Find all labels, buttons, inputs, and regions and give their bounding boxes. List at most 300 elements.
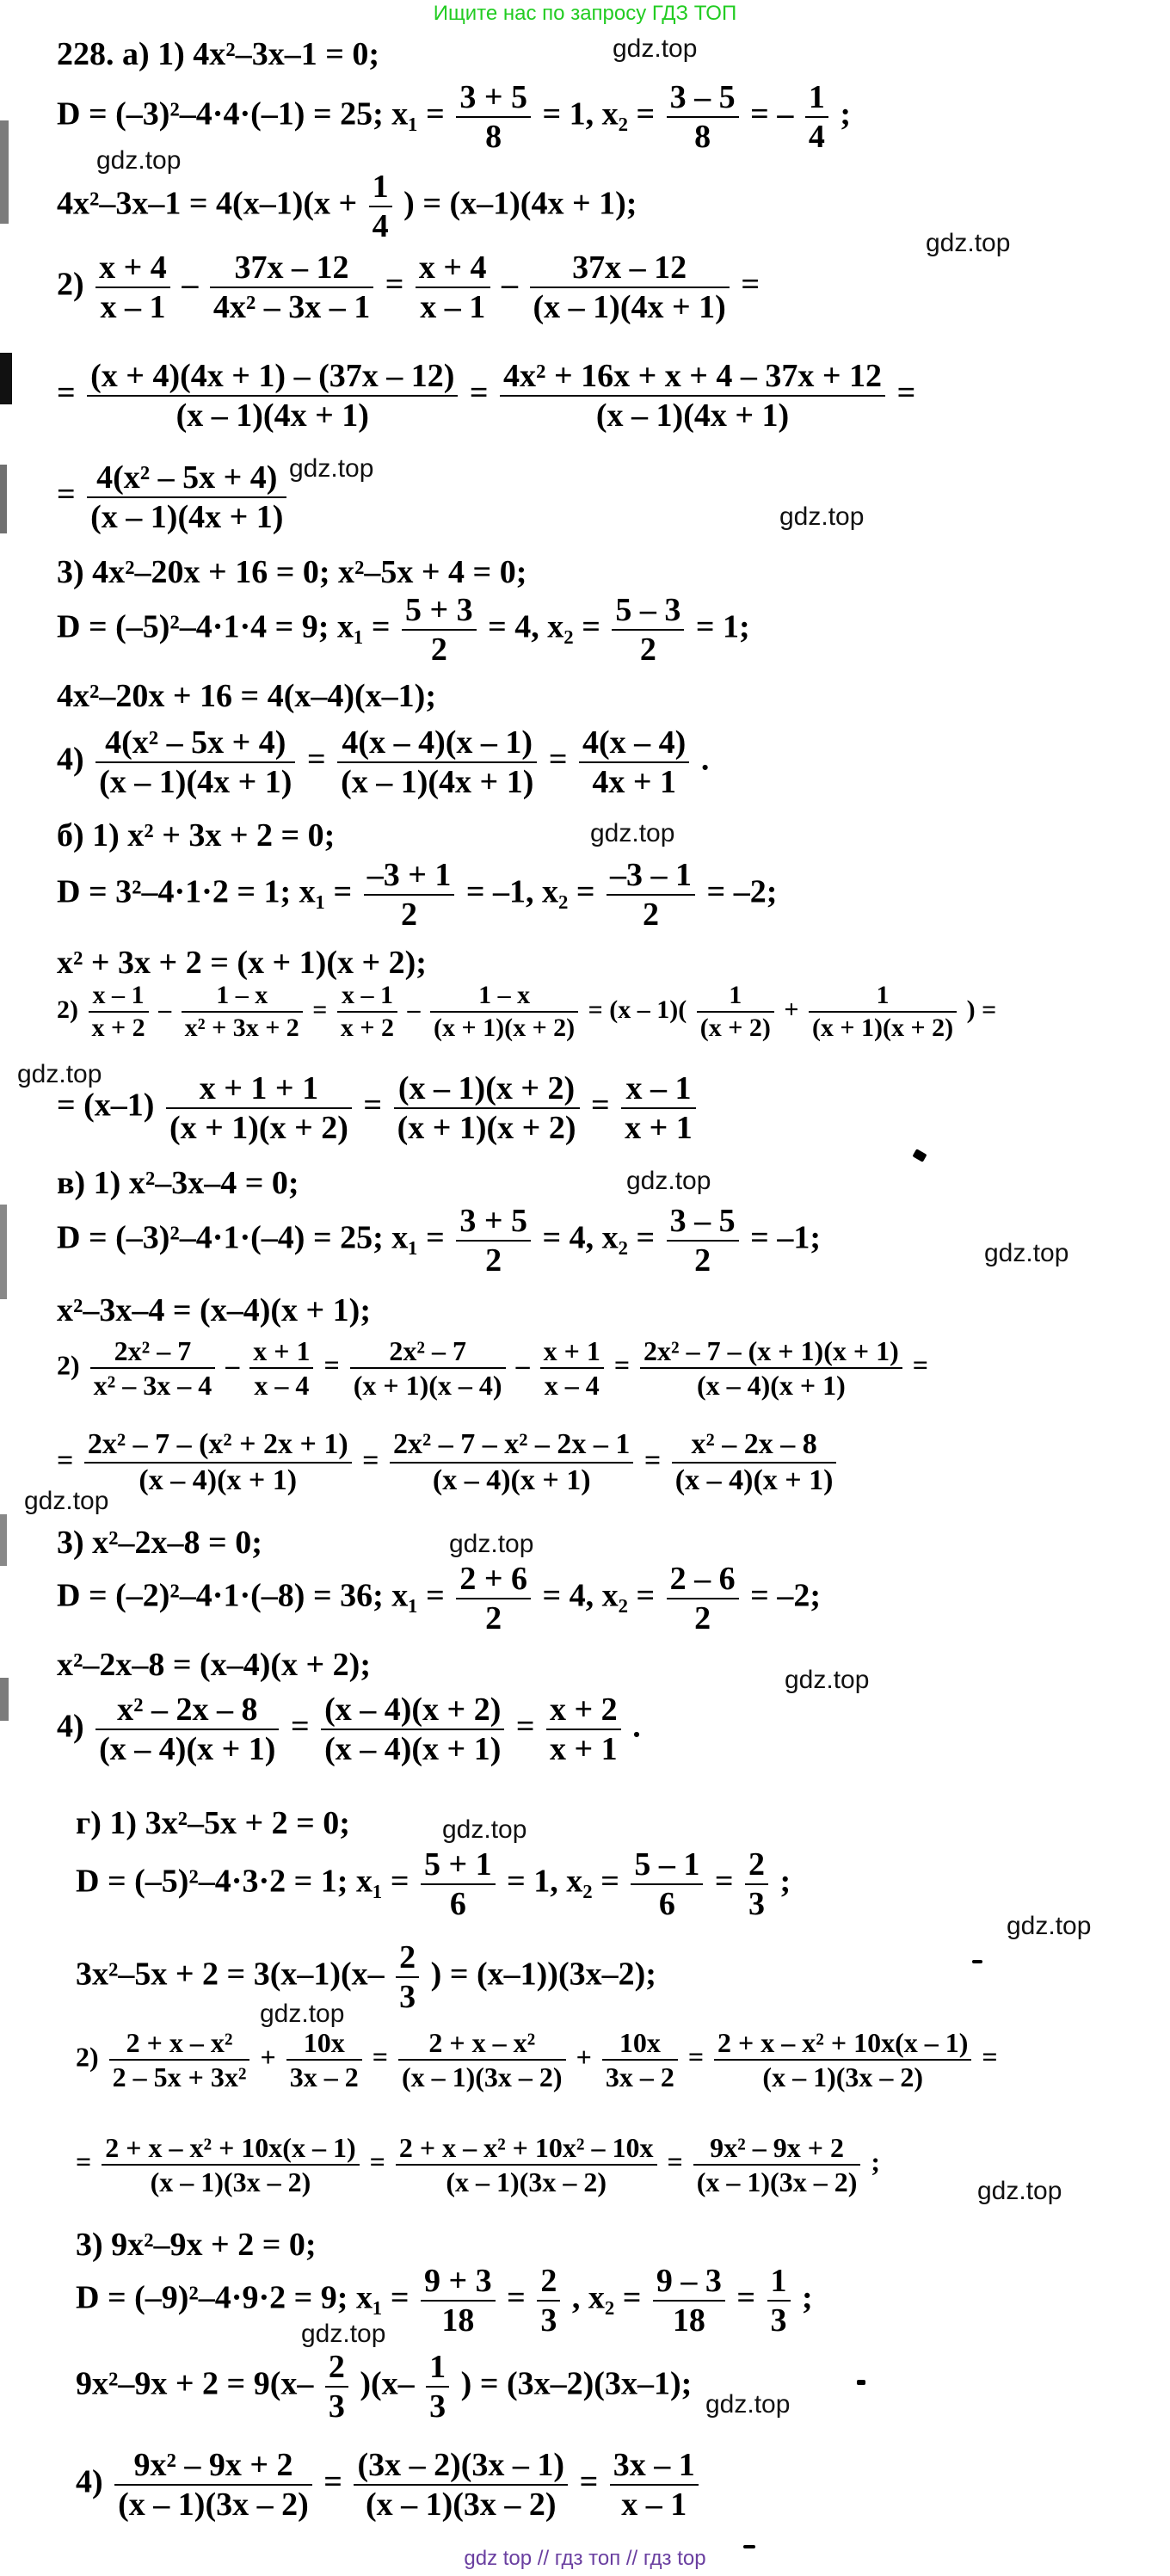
fraction (210, 251, 373, 324)
denominator: (x – 1)(3x – 2) (446, 2166, 607, 2197)
text: = (57, 476, 76, 513)
line-a5 (57, 360, 915, 432)
text: D = (–9)²–4·9·2 = 9; x₁ = (76, 2279, 410, 2316)
text: – (407, 995, 421, 1024)
numerator: 5 – 3 (612, 594, 684, 631)
fraction (369, 170, 392, 243)
numerator: 2 (745, 1848, 768, 1885)
text: = (312, 995, 328, 1024)
denominator: 8 (485, 119, 502, 155)
text: D = (–5)²–4·3·2 = 1; x₁ = (76, 1863, 410, 1900)
fraction (421, 1848, 496, 1920)
text: D = (–3)²–4·4·(–1) = 25; x₁ = (57, 96, 445, 132)
fraction (87, 360, 458, 432)
denominator: x – 1 (100, 289, 166, 325)
denominator: 3x – 2 (289, 2061, 359, 2092)
line-g9 (76, 2449, 702, 2521)
watermark: gdz.top (779, 502, 865, 531)
fraction (602, 2029, 678, 2091)
scan-edge-artifact (0, 465, 7, 533)
text: = –2; (706, 873, 778, 910)
text: 2) (57, 266, 84, 303)
numerator: (x + 4)(4x + 1) – (37x – 12) (87, 360, 458, 397)
fraction (745, 1848, 768, 1920)
numerator: 10x (602, 2029, 678, 2061)
denominator: 3 (540, 2302, 557, 2339)
fraction (394, 1072, 580, 1144)
numerator: –3 – 1 (607, 859, 695, 896)
text: = (369, 2146, 385, 2178)
numerator: 5 + 1 (421, 1848, 496, 1885)
denominator: (x – 1)(4x + 1) (341, 764, 534, 800)
watermark: gdz.top (705, 2390, 791, 2419)
fraction (693, 2134, 861, 2196)
watermark: gdz.top (17, 1060, 102, 1088)
text: = (323, 2463, 342, 2500)
numerator: x² – 2x – 8 (672, 1430, 837, 1464)
fraction (90, 1337, 216, 1399)
fraction (610, 2449, 699, 2521)
denominator: (x + 1)(x + 2) (811, 1014, 954, 1042)
text: = 1, x₂ = (542, 96, 656, 132)
line-v2 (57, 1205, 821, 1277)
numerator: 2x² – 7 (90, 1337, 216, 1369)
denominator: x – 1 (420, 289, 486, 325)
text: . (700, 741, 710, 778)
fraction (612, 594, 684, 666)
text: = (372, 2041, 388, 2073)
numerator: 37x – 12 (530, 251, 730, 288)
denominator: 18 (441, 2302, 475, 2339)
fraction (354, 2449, 568, 2521)
fraction (396, 1941, 419, 2013)
text: = 1; (695, 608, 750, 645)
line-a6 (57, 461, 290, 533)
numerator: x + 1 (540, 1337, 604, 1369)
denominator: (x – 4)(x + 1) (99, 1731, 276, 1767)
fraction (87, 461, 286, 533)
denominator: (x – 4)(x + 1) (432, 1464, 591, 1496)
text: )(x– (360, 2365, 415, 2402)
denominator: 2 (485, 1242, 502, 1279)
scan-edge-artifact (0, 353, 12, 404)
denominator: 4 (808, 119, 825, 155)
denominator: 2 (401, 897, 418, 933)
denominator: 2 – 5x + 3x² (112, 2061, 247, 2092)
text: 9x²–9x + 2 = 9(x– (76, 2365, 314, 2402)
text: 2) (76, 2041, 99, 2073)
numerator: 2 + x – x² (109, 2029, 250, 2061)
text: = (579, 2463, 599, 2500)
fraction (84, 1430, 352, 1495)
fraction (426, 2351, 449, 2423)
scan-edge-artifact (0, 120, 9, 224)
numerator: x – 1 (337, 983, 397, 1013)
numerator: 1 (805, 81, 828, 118)
line-g2 (76, 1848, 791, 1920)
denominator: (x – 1)(3x – 2) (401, 2061, 563, 2092)
watermark: gdz.top (260, 2000, 345, 2028)
numerator: 1 (426, 2351, 449, 2388)
text: ) = (3x–2)(3x–1); (460, 2365, 693, 2402)
text: = (469, 374, 489, 411)
text: = 4, x₂ = (488, 608, 600, 645)
numerator: x + 1 (249, 1337, 313, 1369)
numerator: 3 – 5 (667, 81, 739, 118)
denominator: x – 4 (254, 1370, 310, 1401)
denominator: 4x² – 3x – 1 (212, 289, 371, 325)
line-a2 (57, 81, 851, 153)
text: = (57, 374, 76, 411)
line-b4 (57, 983, 996, 1041)
watermark: gdz.top (1007, 1912, 1092, 1940)
numerator: x + 4 (95, 251, 170, 288)
fraction (89, 983, 149, 1041)
fraction (337, 726, 537, 798)
line-g4 (76, 2029, 998, 2091)
numerator: x² – 2x – 8 (95, 1693, 279, 1730)
text: = (667, 2146, 683, 2178)
fraction (540, 1337, 604, 1399)
text: = (736, 2279, 756, 2316)
text: D = (–5)²–4·1·4 = 9; x₁ = (57, 608, 391, 645)
watermark: gdz.top (96, 146, 182, 175)
fraction (667, 1205, 739, 1277)
denominator: (x – 4)(x + 1) (674, 1464, 834, 1496)
denominator: (x – 1)(3x – 2) (118, 2487, 309, 2523)
fraction (456, 81, 531, 153)
line-g6: 3) 9x²–9x + 2 = 0; (76, 2227, 317, 2263)
line-a1: 228. а) 1) 4x²–3x–1 = 0; (57, 36, 380, 72)
fraction (390, 1430, 633, 1495)
denominator: (x – 1)(3x – 2) (762, 2061, 924, 2092)
line-g8 (76, 2351, 692, 2423)
watermark: gdz.top (626, 1167, 711, 1195)
text: . (632, 1708, 641, 1745)
numerator: 5 – 1 (631, 1848, 703, 1885)
text: = 4, x₂ = (542, 1577, 656, 1614)
fraction (166, 1072, 352, 1144)
text: = 1, x₂ = (507, 1863, 619, 1900)
fraction (350, 1337, 506, 1399)
numerator: 4(x – 4)(x – 1) (337, 726, 537, 763)
denominator: (x – 1)(3x – 2) (150, 2166, 311, 2197)
fraction (456, 1562, 531, 1635)
numerator: 3 + 5 (456, 1205, 531, 1242)
numerator: 5 + 3 (402, 594, 477, 631)
line-v5 (57, 1430, 840, 1495)
denominator: (x + 1)(x + 2) (434, 1014, 576, 1042)
line-v8: x²–2x–8 = (x–4)(x + 2); (57, 1647, 371, 1683)
fraction (697, 983, 774, 1041)
fraction (456, 1205, 531, 1277)
numerator: (3x – 2)(3x – 1) (354, 2449, 568, 2486)
watermark: gdz.top (24, 1487, 109, 1515)
fraction (102, 2134, 359, 2196)
numerator: 2 + x – x² (398, 2029, 566, 2061)
numerator: 3 – 5 (667, 1205, 739, 1242)
text: = (644, 1444, 662, 1476)
text: = –1; (750, 1219, 821, 1256)
scan-speck (912, 1149, 927, 1162)
numerator: –3 + 1 (364, 859, 455, 896)
denominator: 8 (694, 119, 711, 155)
text: D = (–2)²–4·1·(–8) = 36; x₁ = (57, 1577, 445, 1614)
text: = (912, 1349, 928, 1381)
numerator: x – 1 (621, 1072, 696, 1109)
fraction (653, 2265, 725, 2337)
line-b3: x² + 3x + 2 = (x + 1)(x + 2); (57, 945, 427, 981)
text: 4) (76, 2463, 103, 2500)
denominator: (x – 1)(4x + 1) (90, 499, 284, 535)
numerator: 1 (369, 170, 392, 207)
watermark: gdz.top (977, 2177, 1062, 2205)
denominator: x + 1 (550, 1731, 618, 1767)
text: ; (840, 96, 851, 132)
fraction (809, 983, 957, 1041)
denominator: 2 (694, 1600, 711, 1636)
text: = –1, x₂ = (465, 873, 595, 910)
watermark: gdz.top (590, 819, 675, 847)
denominator: x + 1 (625, 1110, 693, 1146)
denominator: 3 (429, 2388, 446, 2425)
numerator: 1 (697, 983, 774, 1013)
numerator: (x – 4)(x + 2) (321, 1693, 504, 1730)
fraction (579, 726, 689, 798)
denominator: x – 4 (544, 1370, 600, 1401)
denominator: (x – 1)(4x + 1) (595, 397, 790, 434)
numerator: 2x² – 7 – (x² + 2x + 1) (84, 1430, 352, 1464)
text: ) = (966, 995, 997, 1024)
denominator: 3 (770, 2302, 787, 2339)
numerator: 2x² – 7 – (x + 1)(x + 1) (640, 1337, 902, 1369)
denominator: 2 (694, 1242, 711, 1279)
fraction (396, 2134, 657, 2196)
numerator: 4(x – 4) (579, 726, 689, 763)
numerator: 2 + x – x² + 10x(x – 1) (714, 2029, 971, 2061)
text: + (260, 2041, 276, 2073)
denominator: 3x – 2 (605, 2061, 674, 2092)
text: = 4, x₂ = (542, 1219, 656, 1256)
numerator: 3x – 1 (610, 2449, 699, 2486)
line-g7 (76, 2265, 813, 2337)
fraction (416, 251, 490, 324)
numerator: 2x² – 7 – x² – 2x – 1 (390, 1430, 633, 1464)
text: 2) (57, 995, 78, 1024)
text: = (548, 741, 568, 778)
numerator: (x – 1)(x + 2) (394, 1072, 580, 1109)
text: D = 3²–4·1·2 = 1; x₁ = (57, 873, 353, 910)
fraction (95, 1693, 279, 1766)
text: = (290, 1708, 310, 1745)
text: 3x²–5x + 2 = 3(x–1)(x– (76, 1956, 385, 1993)
denominator: 3 (399, 1979, 416, 2015)
denominator: 4 (372, 208, 389, 244)
denominator: (x + 1)(x + 2) (397, 1110, 576, 1146)
denominator: (x – 1)(3x – 2) (696, 2166, 858, 2197)
numerator: 4(x² – 5x + 4) (95, 726, 295, 763)
line-v3: x²–3x–4 = (x–4)(x + 1); (57, 1292, 371, 1328)
fraction (546, 1693, 621, 1766)
scan-speck (972, 1960, 982, 1963)
text: + (576, 2041, 592, 2073)
text: = –2; (750, 1577, 821, 1614)
watermark: gdz.top (785, 1666, 870, 1694)
line-a9: 4x²–20x + 16 = 4(x–4)(x–1); (57, 678, 436, 714)
fraction (530, 251, 730, 324)
numerator: 9x² – 9x + 2 (693, 2134, 861, 2166)
denominator: (x – 1)(4x + 1) (176, 397, 369, 434)
line-b1: б) 1) x² + 3x + 2 = 0; (57, 817, 336, 854)
fraction (286, 2029, 362, 2091)
numerator: 1 – x (182, 983, 303, 1013)
text: = (896, 374, 916, 411)
watermark: gdz.top (449, 1530, 534, 1558)
text: ; (779, 1863, 791, 1900)
fraction (714, 2029, 971, 2091)
denominator: (x – 4)(x + 1) (139, 1464, 298, 1496)
fraction (398, 2029, 566, 2091)
denominator: 2 (485, 1600, 502, 1636)
denominator: 6 (658, 1886, 675, 1922)
fraction (95, 726, 295, 798)
fraction (607, 859, 695, 931)
text: = (362, 1444, 379, 1476)
scan-edge-artifact (0, 1678, 9, 1721)
text: = (687, 2041, 705, 2073)
line-a8 (57, 594, 750, 666)
denominator: 18 (672, 2302, 705, 2339)
fraction (337, 983, 397, 1041)
numerator: 2 (325, 2351, 348, 2388)
text: = (323, 1349, 340, 1381)
numerator: 1 – x (430, 983, 578, 1013)
text: ; (871, 2146, 881, 2178)
numerator: 2 + x – x² + 10x(x – 1) (102, 2134, 359, 2166)
line-g1: г) 1) 3x²–5x + 2 = 0; (76, 1805, 350, 1841)
line-b2 (57, 859, 777, 931)
text: , x₂ = (571, 2279, 642, 2316)
denominator: (x – 1)(4x + 1) (99, 764, 292, 800)
numerator: 10x (286, 2029, 362, 2061)
fraction (537, 2265, 560, 2337)
fraction (249, 1337, 313, 1399)
text: = (76, 2146, 92, 2178)
fraction (430, 983, 578, 1041)
numerator: 1 (767, 2265, 791, 2302)
denominator: 2 (430, 632, 447, 668)
text: ) = (x–1))(3x–2); (430, 1956, 656, 1993)
watermark: gdz.top (984, 1239, 1069, 1267)
denominator: x – 1 (621, 2487, 687, 2523)
denominator: (x – 1)(3x – 2) (365, 2487, 557, 2523)
text: = (714, 1863, 734, 1900)
fraction (321, 1693, 504, 1766)
denominator: 3 (748, 1886, 766, 1922)
fraction (667, 1562, 739, 1635)
text: = (741, 266, 760, 303)
text: – (225, 1349, 240, 1381)
text: ; (802, 2279, 813, 2316)
text: = (363, 1087, 383, 1124)
text: 4) (57, 1708, 84, 1745)
text: 4x²–3x–1 = 4(x–1)(x + (57, 185, 358, 222)
fraction (402, 594, 477, 666)
line-g3 (76, 1941, 656, 2013)
text: = (515, 1708, 535, 1745)
text: – (182, 266, 199, 303)
scan-edge-artifact (0, 1514, 7, 1566)
denominator: (x – 4)(x + 1) (696, 1370, 846, 1401)
fraction (182, 983, 303, 1041)
denominator: 4x + 1 (592, 764, 677, 800)
numerator: 9 – 3 (653, 2265, 725, 2302)
denominator: (x + 1)(x – 4) (353, 1370, 502, 1401)
fraction (631, 1848, 703, 1920)
fraction (640, 1337, 902, 1399)
fraction (114, 2449, 312, 2521)
text: – (158, 995, 172, 1024)
watermark: gdz.top (442, 1815, 527, 1844)
text: = (982, 2041, 998, 2073)
text: = (57, 1444, 74, 1476)
denominator: 2 (643, 897, 660, 933)
numerator: 1 (809, 983, 957, 1013)
fraction (621, 1072, 696, 1144)
fraction (667, 81, 739, 153)
watermark: gdz.top (301, 2320, 386, 2348)
denominator: x² – 3x – 4 (93, 1370, 212, 1401)
footer-watermark: gdz top // гдз топ // гдз top (464, 2547, 706, 2570)
scan-speck (857, 2380, 865, 2385)
line-a10 (57, 726, 709, 798)
numerator: 9x² – 9x + 2 (114, 2449, 312, 2486)
fraction (364, 859, 455, 931)
numerator: 9 + 3 (421, 2265, 496, 2302)
line-v7 (57, 1562, 821, 1635)
numerator: 2 – 6 (667, 1562, 739, 1599)
numerator: 37x – 12 (210, 251, 373, 288)
line-v6: 3) x²–2x–8 = 0; (57, 1525, 262, 1561)
numerator: 2 + x – x² + 10x² – 10x (396, 2134, 657, 2166)
text: = (x – 1)( (588, 995, 687, 1024)
text: = (385, 266, 404, 303)
scan-edge-artifact (0, 1205, 7, 1299)
denominator: x + 2 (91, 1014, 145, 1042)
text: D = (–3)²–4·1·(–4) = 25; x₁ = (57, 1219, 445, 1256)
numerator: 4x² + 16x + x + 4 – 37x + 12 (500, 360, 885, 397)
text: = (507, 2279, 526, 2316)
line-v9 (57, 1693, 641, 1766)
line-a4 (57, 251, 760, 324)
text: = (591, 1087, 610, 1124)
text: – (515, 1349, 530, 1381)
denominator: (x – 4)(x + 1) (324, 1731, 502, 1767)
line-b5 (57, 1072, 699, 1144)
numerator: 2x² – 7 (350, 1337, 506, 1369)
fraction (95, 251, 170, 324)
line-v1: в) 1) x²–3x–4 = 0; (57, 1165, 299, 1201)
numerator: 4(x² – 5x + 4) (87, 461, 286, 498)
numerator: x + 2 (546, 1693, 621, 1730)
denominator: 3 (328, 2388, 345, 2425)
numerator: x + 4 (416, 251, 490, 288)
denominator: x + 2 (340, 1014, 395, 1042)
denominator: (x + 2) (699, 1014, 771, 1042)
line-a7: 3) 4x²–20x + 16 = 0; x²–5x + 4 = 0; (57, 554, 527, 590)
text: = (306, 741, 326, 778)
text: 4) (57, 741, 84, 778)
